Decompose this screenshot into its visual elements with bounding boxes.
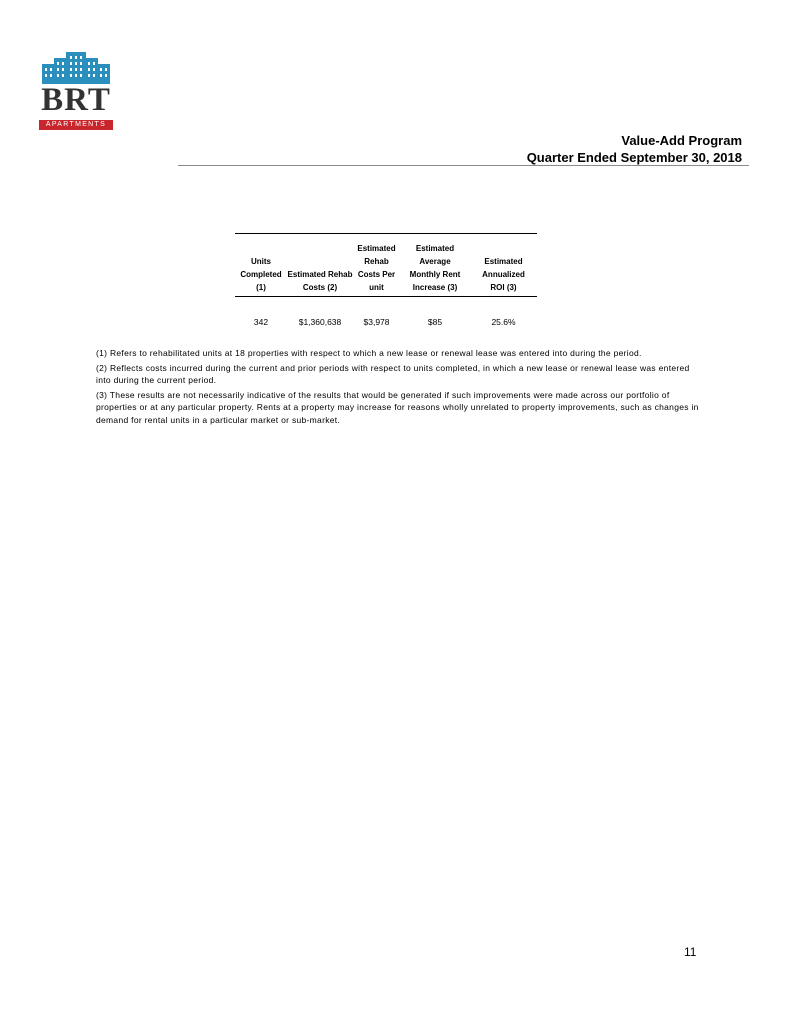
- footnotes: [96, 347, 706, 428]
- table-header-row: [235, 234, 537, 297]
- page-number: 11: [684, 945, 697, 959]
- logo-wordmark: BRT: [41, 82, 111, 118]
- cell-units-completed: 342: [253, 317, 269, 327]
- report-subtitle: Quarter Ended September 30, 2018: [526, 150, 742, 165]
- header-divider: [178, 165, 749, 166]
- col-rent-increase: Estimated Average Monthly Rent Increase (3): [400, 234, 470, 297]
- cell-rehab-costs: $1,360,638: [298, 317, 342, 327]
- value-add-table: [235, 233, 537, 329]
- col-cost-per-unit: Estimated Rehab Costs Per unit: [353, 234, 400, 297]
- report-header: [527, 132, 742, 166]
- table-row: [235, 297, 537, 330]
- logo-tagline: APARTMENTS: [39, 120, 113, 130]
- footnote-1: (1) Refers to rehabilitated units at 18 properties with respect to which a new lease or renewal lease was entered into during the period.: [96, 348, 642, 358]
- brt-logo: [38, 52, 114, 130]
- col-rehab-costs: Estimated Rehab Costs (2): [287, 234, 353, 297]
- col-units-completed: Units Completed (1): [235, 234, 287, 297]
- cell-rent-increase: $85: [427, 317, 443, 327]
- buildings-icon: [38, 52, 114, 84]
- footnote-3: (3) These results are not necessarily indicative of the results that would be generated if such improvements were made across our portfolio of properties or at any particular property. Rents at a property may increase for reasons wholly unrelated to property improvements, such as changes in demand for rental units in a particular market or sub-market.: [96, 389, 699, 425]
- col-annualized-roi: Estimated Annualized ROI (3): [470, 234, 537, 297]
- cell-annualized-roi: 25.6%: [491, 317, 516, 327]
- report-title: Value-Add Program: [621, 133, 742, 148]
- footnote-2: (2) Reflects costs incurred during the current and prior periods with respect to units completed, in which a new lease or renewal lease was entered into during the current period.: [96, 362, 690, 385]
- cell-cost-per-unit: $3,978: [363, 317, 390, 327]
